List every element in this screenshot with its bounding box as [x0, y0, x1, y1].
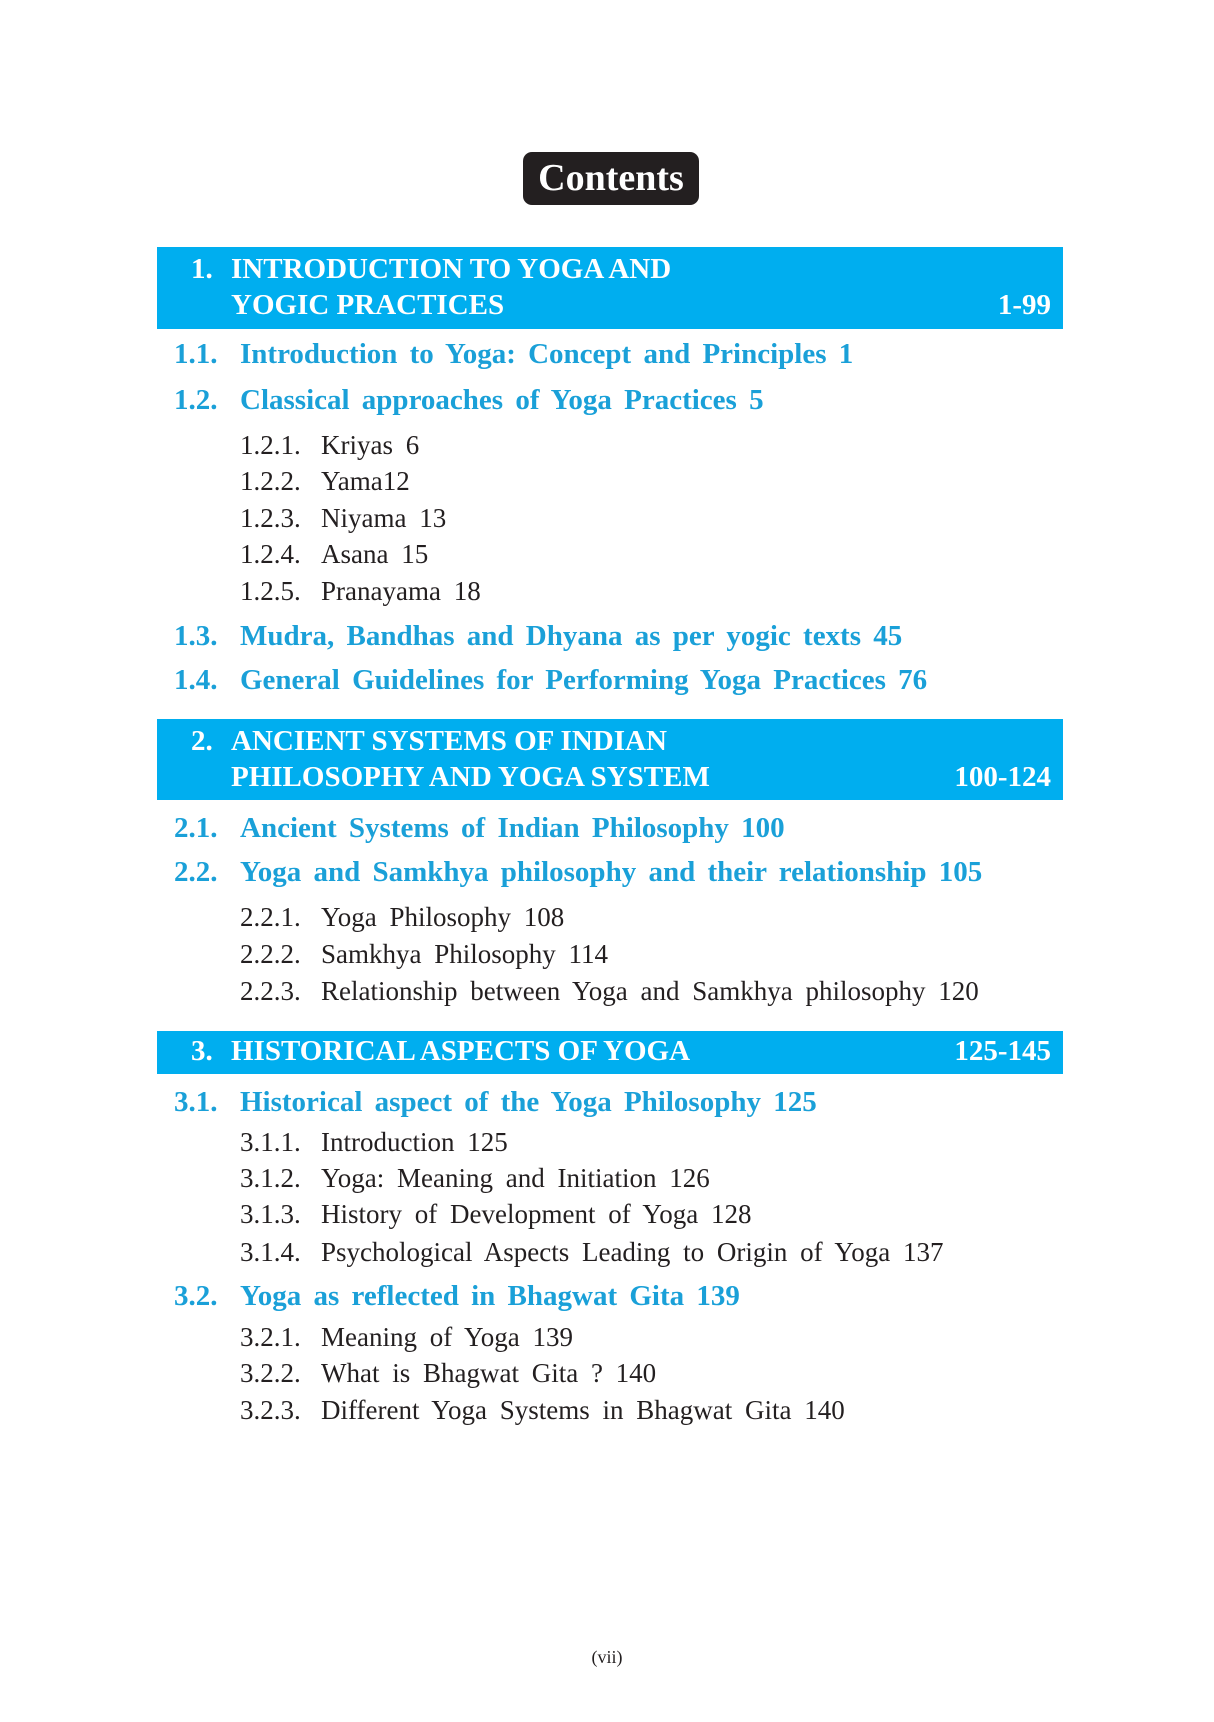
unit-title-line2: PHILOSOPHY AND YOGA SYSTEM	[231, 761, 710, 793]
unit-header-2[interactable]	[157, 719, 1063, 800]
section-number: 1.4.	[174, 664, 218, 696]
subsection-title: Pranayama 18	[321, 576, 481, 606]
section-title: Yoga and Samkhya philosophy and their relationship 105	[240, 856, 983, 888]
subsection-title: Niyama 13	[321, 503, 447, 533]
subsection-number: 3.2.2.	[240, 1358, 301, 1388]
section-number: 3.1.	[174, 1086, 218, 1118]
subsection-number: 2.2.2.	[240, 939, 301, 969]
section-number: 2.2.	[174, 856, 218, 888]
section-title: Classical approaches of Yoga Practices 5	[240, 384, 764, 416]
subsection-title: History of Development of Yoga 128	[321, 1199, 752, 1229]
section-number: 1.3.	[174, 620, 218, 652]
unit-title-line2: YOGIC PRACTICES	[231, 289, 505, 321]
section-number: 2.1.	[174, 812, 218, 844]
section-title: Yoga as reflected in Bhagwat Gita 139	[240, 1280, 740, 1312]
unit-pages: 100-124	[954, 761, 1051, 793]
section-title: General Guidelines for Performing Yoga Practices 76	[240, 664, 928, 696]
unit-number: 2.	[191, 725, 213, 757]
subsection-number: 3.1.1.	[240, 1127, 301, 1157]
subsection-title: Samkhya Philosophy 114	[321, 939, 609, 969]
unit-pages: 125-145	[954, 1035, 1051, 1067]
section-title: Historical aspect of the Yoga Philosophy 125	[240, 1086, 817, 1118]
subsection-number: 3.1.4.	[240, 1237, 301, 1267]
subsection-number: 1.2.5.	[240, 576, 301, 606]
unit-number: 3.	[191, 1035, 213, 1067]
subsection-title: What is Bhagwat Gita ? 140	[321, 1358, 657, 1388]
subsection-number: 1.2.2.	[240, 466, 301, 496]
subsection-number: 3.1.3.	[240, 1199, 301, 1229]
section-title: Ancient Systems of Indian Philosophy 100	[240, 812, 785, 844]
subsection-title: Kriyas 6	[321, 430, 420, 460]
subsection-title: Relationship between Yoga and Samkhya philosophy 120	[321, 976, 979, 1006]
unit-title-line1: INTRODUCTION TO YOGA AND	[231, 253, 672, 285]
subsection-title: Psychological Aspects Leading to Origin of Yoga 137	[321, 1237, 944, 1267]
unit-pages: 1-99	[997, 289, 1051, 321]
subsection-title: Yama12	[321, 466, 410, 496]
section-title: Introduction to Yoga: Concept and Principles 1	[240, 338, 854, 370]
section-title: Mudra, Bandhas and Dhyana as per yogic texts 45	[240, 620, 903, 652]
subsection-number: 3.1.2.	[240, 1163, 301, 1193]
subsection-number: 1.2.3.	[240, 503, 301, 533]
unit-title-line1: HISTORICAL ASPECTS OF YOGA	[231, 1035, 691, 1067]
page-title: Contents	[523, 152, 699, 205]
subsection-number: 3.2.1.	[240, 1322, 301, 1352]
unit-header-3[interactable]	[157, 1031, 1063, 1074]
unit-number: 1.	[191, 253, 213, 285]
subsection-title: Meaning of Yoga 139	[321, 1322, 573, 1352]
subsection-number: 1.2.4.	[240, 539, 301, 569]
subsection-title: Asana 15	[321, 539, 429, 569]
section-number: 3.2.	[174, 1280, 218, 1312]
subsection-number: 2.2.1.	[240, 902, 301, 932]
unit-title-line1: ANCIENT SYSTEMS OF INDIAN	[231, 725, 667, 757]
subsection-number: 3.2.3.	[240, 1395, 301, 1425]
section-number: 1.1.	[174, 338, 218, 370]
subsection-title: Introduction 125	[321, 1127, 508, 1157]
subsection-number: 2.2.3.	[240, 976, 301, 1006]
subsection-title: Yoga Philosophy 108	[321, 902, 565, 932]
subsection-title: Yoga: Meaning and Initiation 126	[321, 1163, 710, 1193]
subsection-title: Different Yoga Systems in Bhagwat Gita 140	[321, 1395, 845, 1425]
unit-header-1[interactable]	[157, 247, 1063, 329]
subsection-number: 1.2.1.	[240, 430, 301, 460]
page-number: (vii)	[591, 1647, 623, 1667]
section-number: 1.2.	[174, 384, 218, 416]
